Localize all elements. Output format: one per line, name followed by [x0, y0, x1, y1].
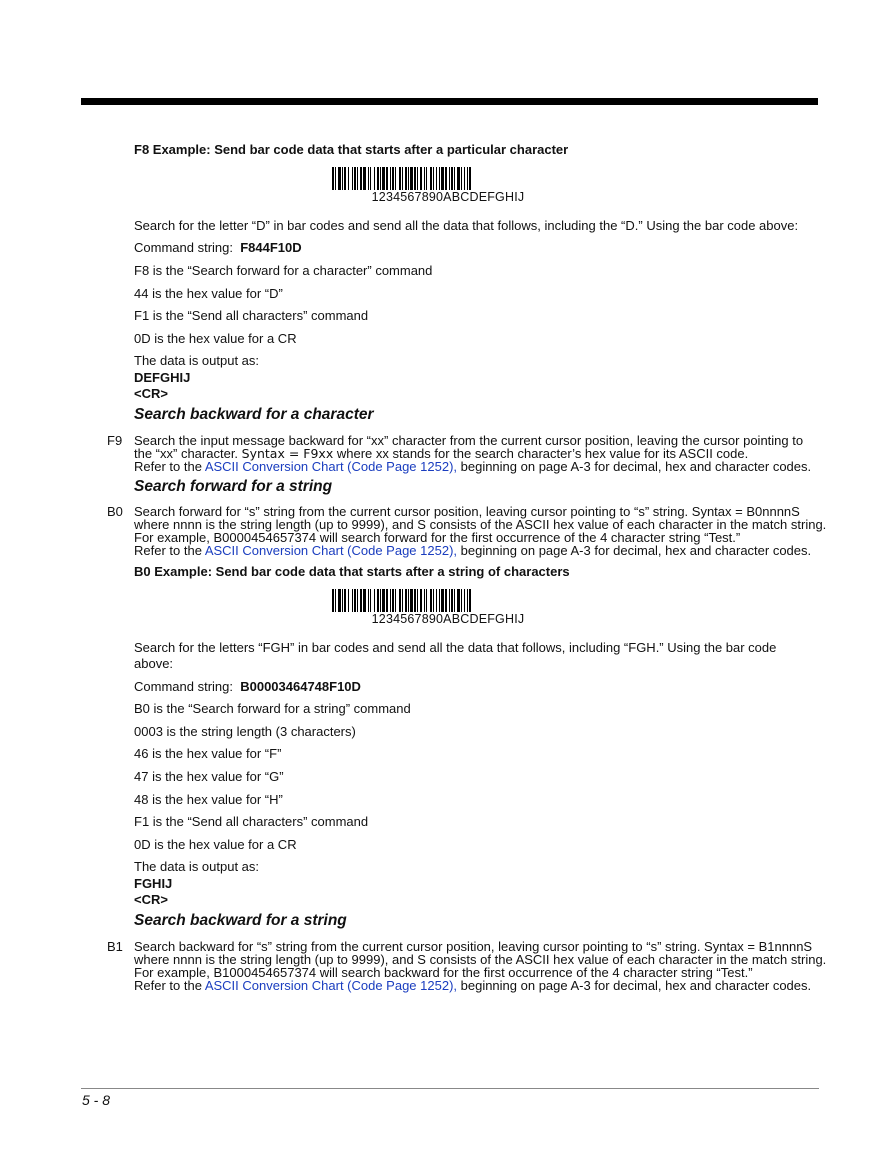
b0-line: F1 is the “Send all characters” command — [134, 814, 369, 829]
b0-line: 46 is the hex value for “F” — [134, 746, 282, 761]
f8-output-value: DEFGHIJ — [134, 370, 191, 385]
b0-command-string — [134, 680, 824, 693]
b0-output-label: The data is output as: — [134, 859, 260, 874]
f8-command-string — [134, 241, 824, 254]
b0-description-line3: For example, B0000454657374 will search forward for the first occurrence of the 4 character string “Test.” — [134, 530, 741, 545]
barcode-space — [471, 589, 473, 612]
command-label: Command string: — [134, 679, 233, 694]
f9-syntax: Syntax = F9xx — [241, 446, 334, 461]
ascii-chart-link[interactable]: ASCII Conversion Chart (Code Page 1252), — [204, 459, 458, 474]
section-heading-backward-char: Search backward for a character — [134, 406, 374, 423]
f8-line: F1 is the “Send all characters” command — [134, 308, 369, 323]
ref-text: Refer to the — [134, 459, 205, 474]
ref-text: beginning on page A-3 for decimal, hex and character codes. — [457, 978, 812, 993]
barcode-bars — [332, 167, 564, 190]
f8-output-label: The data is output as: — [134, 353, 260, 368]
b0-intro-line1: Search for the letters “FGH” in bar codes and send all the data that follows, including “FGH.” Using the bar code — [134, 640, 777, 655]
f9-description-line1: Search the input message backward for “xx” character from the current cursor position, leaving the cursor pointing to — [134, 433, 804, 448]
command-value: B00003464748F10D — [240, 679, 361, 694]
ascii-chart-link[interactable]: ASCII Conversion Chart (Code Page 1252), — [204, 543, 458, 558]
footer-rule — [81, 1088, 819, 1089]
b0-line: B0 is the “Search forward for a string” command — [134, 701, 411, 716]
f9-text: the “xx” character. — [134, 446, 242, 461]
b0-line: 48 is the hex value for “H” — [134, 792, 283, 807]
command-code-b1: B1 — [107, 939, 123, 954]
barcode-label: 1234567890ABCDEFGHIJ — [371, 190, 525, 204]
b0-reference — [134, 544, 824, 557]
b0-output-cr: <CR> — [134, 892, 168, 907]
page-number: 5 - 8 — [82, 1092, 111, 1108]
ref-text: Refer to the — [134, 543, 205, 558]
ref-text: beginning on page A-3 for decimal, hex and character codes. — [457, 459, 812, 474]
b0-barcode — [332, 589, 564, 626]
command-value: F844F10D — [240, 240, 302, 255]
f8-line: 44 is the hex value for “D” — [134, 286, 283, 301]
b0-description-line1: Search forward for “s” string from the current cursor position, leaving cursor pointing to “s” string. Syntax = B0nnnnS — [134, 504, 800, 519]
command-code-f9: F9 — [107, 433, 123, 448]
f8-example-heading: F8 Example: Send bar code data that starts after a particular character — [134, 142, 569, 157]
b1-description-line3: For example, B1000454657374 will search backward for the first occurrence of the 4 character string “Test.” — [134, 965, 753, 980]
b0-description-line2: where nnnn is the string length (up to 9999), and S consists of the ASCII hex value of each character in the match string. — [134, 517, 827, 532]
ref-text: Refer to the — [134, 978, 205, 993]
b1-description-line1: Search backward for “s” string from the current cursor position, leaving cursor pointing to “s” string. Syntax = B1nnnnS — [134, 939, 813, 954]
f8-output-cr: <CR> — [134, 386, 168, 401]
barcode-label: 1234567890ABCDEFGHIJ — [371, 612, 525, 626]
b0-line: 0D is the hex value for a CR — [134, 837, 297, 852]
b1-description-line2: where nnnn is the string length (up to 9999), and S consists of the ASCII hex value of each character in the match string. — [134, 952, 827, 967]
b0-example-heading: B0 Example: Send bar code data that starts after a string of characters — [134, 564, 570, 579]
b0-intro-line2: above: — [134, 656, 174, 671]
command-label: Command string: — [134, 240, 233, 255]
f8-barcode — [332, 167, 564, 204]
b0-output-value: FGHIJ — [134, 876, 173, 891]
ascii-chart-link[interactable]: ASCII Conversion Chart (Code Page 1252), — [204, 978, 458, 993]
header-rule — [81, 98, 818, 105]
b0-line: 47 is the hex value for “G” — [134, 769, 284, 784]
f8-intro: Search for the letter “D” in bar codes and send all the data that follows, including the “D.” Using the bar code above: — [134, 218, 799, 233]
b0-line: 0003 is the string length (3 characters) — [134, 724, 356, 739]
section-heading-forward-string: Search forward for a string — [134, 478, 333, 495]
f9-reference — [134, 460, 824, 473]
section-heading-backward-string: Search backward for a string — [134, 912, 347, 929]
f8-line: F8 is the “Search forward for a character” command — [134, 263, 433, 278]
b1-reference — [134, 979, 824, 992]
f8-line: 0D is the hex value for a CR — [134, 331, 297, 346]
command-code-b0: B0 — [107, 504, 123, 519]
f9-text: where xx stands for the search character’s hex value for its ASCII code. — [333, 446, 749, 461]
barcode-space — [471, 167, 473, 190]
ref-text: beginning on page A-3 for decimal, hex and character codes. — [457, 543, 812, 558]
barcode-bars — [332, 589, 564, 612]
